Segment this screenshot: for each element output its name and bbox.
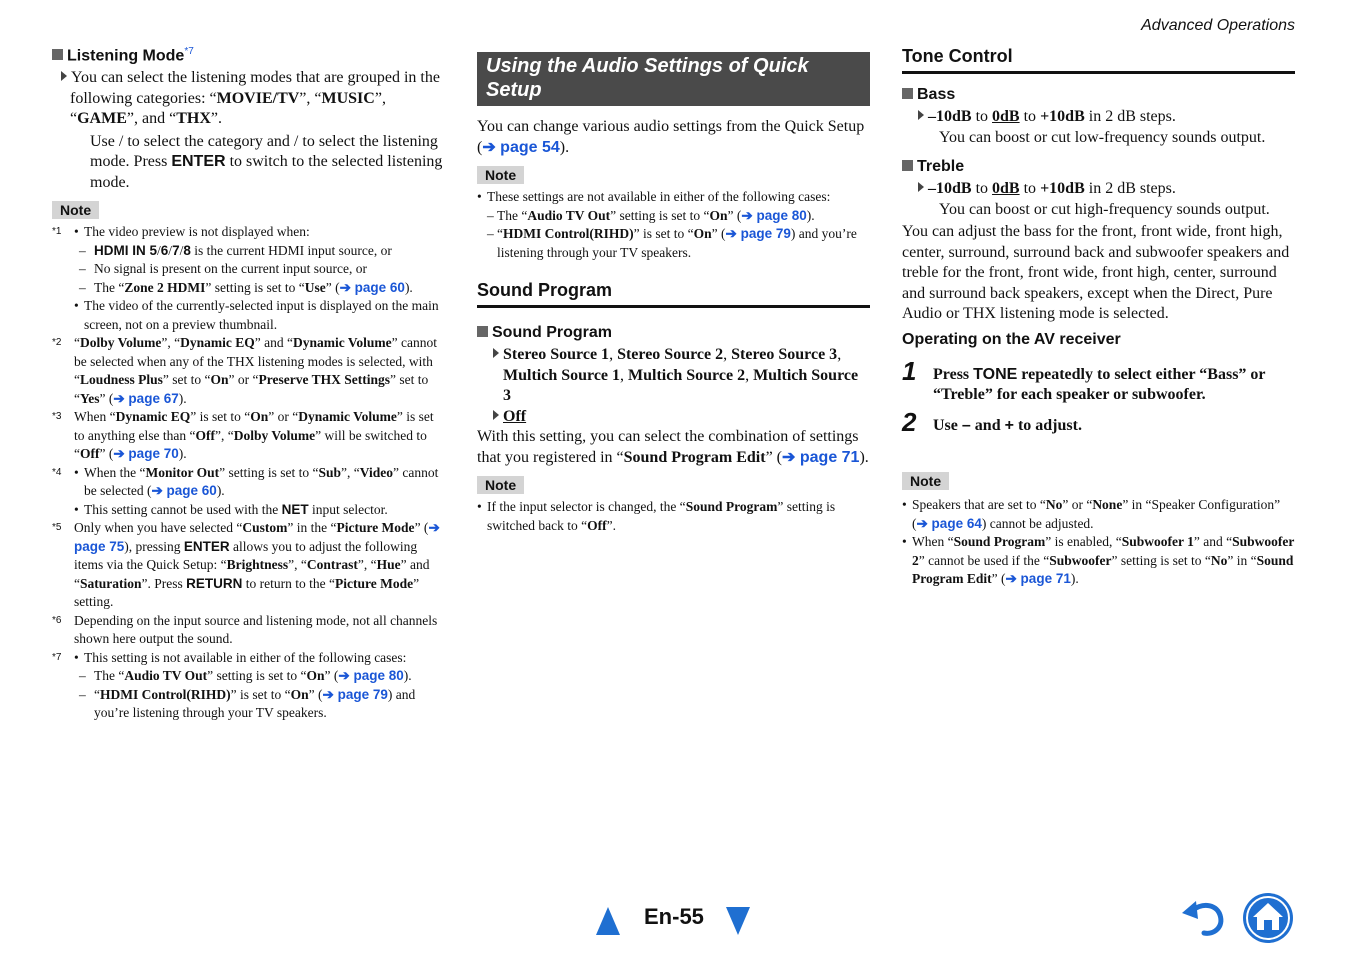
footnotes xyxy=(52,223,447,723)
page-number: En-55 xyxy=(644,904,704,929)
section-banner: Using the Audio Settings of Quick Setup xyxy=(477,52,870,106)
link-page-80[interactable]: ➔ page 80 xyxy=(741,207,807,223)
footnote-2: *2 “Dolby Volume”, “Dynamic EQ” and “Dynamic Volume” cannot be selected when any of the THX listening modes is selected, with “Loudness Plus” set to “On” or “Preserve THX Settings” set to “Yes” (➔ page 67). xyxy=(52,335,438,406)
triangle-bullet-icon xyxy=(918,182,924,192)
section-header: Advanced Operations xyxy=(1141,17,1295,34)
sound-program-option-sources: Stereo Source 1, Stereo Source 2, Stereo Source 3, Multich Source 1, Multich Source 2, Multich Source 3 xyxy=(477,345,870,407)
link-page-79[interactable]: ➔ page 79 xyxy=(322,686,388,702)
note-quick-setup: • These settings are not available in either of the following cases: – The “Audio TV Out” setting is set to “On” (➔ page 80). – “HDMI Control(RIHD)” is set to “On” (➔ page 79) and you’re listening through your TV speakers. xyxy=(477,188,870,262)
audio-intro: You can change various audio settings from the Quick Setup (➔ page 54). xyxy=(477,118,865,156)
link-page-64[interactable]: ➔ page 64 xyxy=(916,515,982,531)
column-audio-settings xyxy=(477,52,870,535)
footnote-3: *3 When “Dynamic EQ” is set to “On” or “Dynamic Volume” is set to anything else than “Off”, “Dolby Volume” will be switched to “Off” (➔ page 70). xyxy=(52,409,434,462)
sound-program-title: Sound Program xyxy=(477,280,870,308)
link-page-54[interactable]: ➔ page 54 xyxy=(482,138,560,156)
back-arrow-icon[interactable] xyxy=(1180,897,1228,939)
listening-mode-instructions: Use / to select the category and / to select the listening mode. Press ENTER to switch to the selected listening mode. xyxy=(90,132,443,191)
note-label: Note xyxy=(477,476,524,494)
link-page-71[interactable]: ➔ page 71 xyxy=(782,448,860,466)
listening-mode-intro: You can select the listening modes that are grouped in the following categories: “MOVIE/TV”, “MUSIC”, “GAME”, and “THX”. xyxy=(52,68,447,130)
treble-heading: Treble xyxy=(902,158,1295,176)
treble-description: You can boost or cut high-frequency sounds output. xyxy=(939,200,1270,218)
link-page-70[interactable]: ➔ page 70 xyxy=(113,446,179,462)
link-page-79[interactable]: ➔ page 79 xyxy=(725,226,791,241)
bass-range: –10dB to 0dB to +10dB in 2 dB steps. xyxy=(902,107,1295,128)
footnote-1: *1 • The video preview is not displayed when: – HDMI IN 5/6/7/8 is the current HDMI input source, or – No signal is present on the current input source, or – The “Zone 2 HDMI” setting is set to “Use” (➔ page 60). • The video of the currently-selected input is displayed on the main screen, not on a preview thumbnail. xyxy=(52,223,447,334)
tone-control-title: Tone Control xyxy=(902,46,1295,74)
triangle-bullet-icon xyxy=(61,71,67,81)
home-icon[interactable] xyxy=(1241,891,1295,945)
link-page-75[interactable]: ➔ page 75 xyxy=(74,520,440,554)
down-triangle-icon[interactable] xyxy=(726,907,750,935)
link-page-67[interactable]: ➔ page 67 xyxy=(113,390,179,406)
note-label: Note xyxy=(902,472,949,490)
note-sound-program: • If the input selector is changed, the “Sound Program” setting is switched back to “Off”. xyxy=(477,498,870,535)
note-tone-control: • Speakers that are set to “No” or “None” in “Speaker Configuration” (➔ page 64) cannot be adjusted. • When “Sound Program” is enabled, “Subwoofer 1” and “Subwoofer 2” cannot be used if the “Subwoofer” setting is set to “No” in “Sound Program Edit” (➔ page 71). xyxy=(902,496,1295,589)
footnote-ref-7[interactable]: *7 xyxy=(184,46,194,57)
bass-heading: Bass xyxy=(902,86,1295,104)
column-tone-control xyxy=(902,46,1295,589)
note-label: Note xyxy=(477,166,524,184)
listening-mode-heading: Listening Mode$^{*7}$ xyxy=(52,46,447,65)
operating-heading: Operating on the AV receiver xyxy=(902,330,1121,348)
square-bullet-icon xyxy=(902,88,913,99)
triangle-bullet-icon xyxy=(493,410,499,420)
footnote-4: *4 • When the “Monitor Out” setting is set to “Sub”, “Video” cannot be selected (➔ page 60). • This setting cannot be used with the NET input selector. xyxy=(52,464,447,520)
triangle-bullet-icon xyxy=(918,110,924,120)
triangle-bullet-icon xyxy=(493,348,499,358)
footnote-6: *6 Depending on the input source and listening mode, not all channels shown here output the sound. xyxy=(52,612,438,647)
note-label: Note xyxy=(52,201,99,219)
sound-program-description: With this setting, you can select the combination of settings that you registered in “Sound Program Edit” (➔ page 71). xyxy=(477,428,869,466)
sound-program-subheading: Sound Program xyxy=(477,324,870,342)
treble-range: –10dB to 0dB to +10dB in 2 dB steps. xyxy=(902,179,1295,200)
step-2: 2 Use – and + to adjust. xyxy=(902,406,1082,437)
link-page-60[interactable]: ➔ page 60 xyxy=(339,279,405,295)
footnote-5: *5 Only when you have selected “Custom” in the “Picture Mode” (➔ page 75), pressing ENTER allows you to adjust the following items via the Quick Setup: “Brightness”, “Contrast”, “Hue” and “Saturation”. Press RETURN to return to the “Picture Mode” setting. xyxy=(52,520,440,610)
footnote-7: *7 • This setting is not available in either of the following cases: – The “Audio TV Out” setting is set to “On” (➔ page 80). – “HDMI Control(RIHD)” is set to “On” (➔ page 79) and you’re listening through your TV speakers. xyxy=(52,649,447,723)
square-bullet-icon xyxy=(902,160,913,171)
up-triangle-icon[interactable] xyxy=(596,907,620,935)
bass-description: You can boost or cut low-frequency sounds output. xyxy=(939,128,1266,146)
page-navigation xyxy=(596,903,756,937)
column-listening-mode xyxy=(52,46,447,723)
link-page-71[interactable]: ➔ page 71 xyxy=(1005,571,1071,586)
step-1: 1 Press TONE repeatedly to select either “Bass” or “Treble” for each speaker or subwoofer. xyxy=(902,355,1266,403)
square-bullet-icon xyxy=(477,326,488,337)
tone-paragraph: You can adjust the bass for the front, front wide, front high, center, surround, surround back and subwoofer speakers and treble for the front, front wide, front high, center, surround and surround back speakers, except when the Direct, Pure Audio or THX listening mode is selected. xyxy=(902,223,1290,322)
square-bullet-icon xyxy=(52,49,63,60)
link-page-80[interactable]: ➔ page 80 xyxy=(338,668,404,684)
sound-program-option-off: Off xyxy=(477,407,870,428)
link-page-60[interactable]: ➔ page 60 xyxy=(151,483,217,499)
